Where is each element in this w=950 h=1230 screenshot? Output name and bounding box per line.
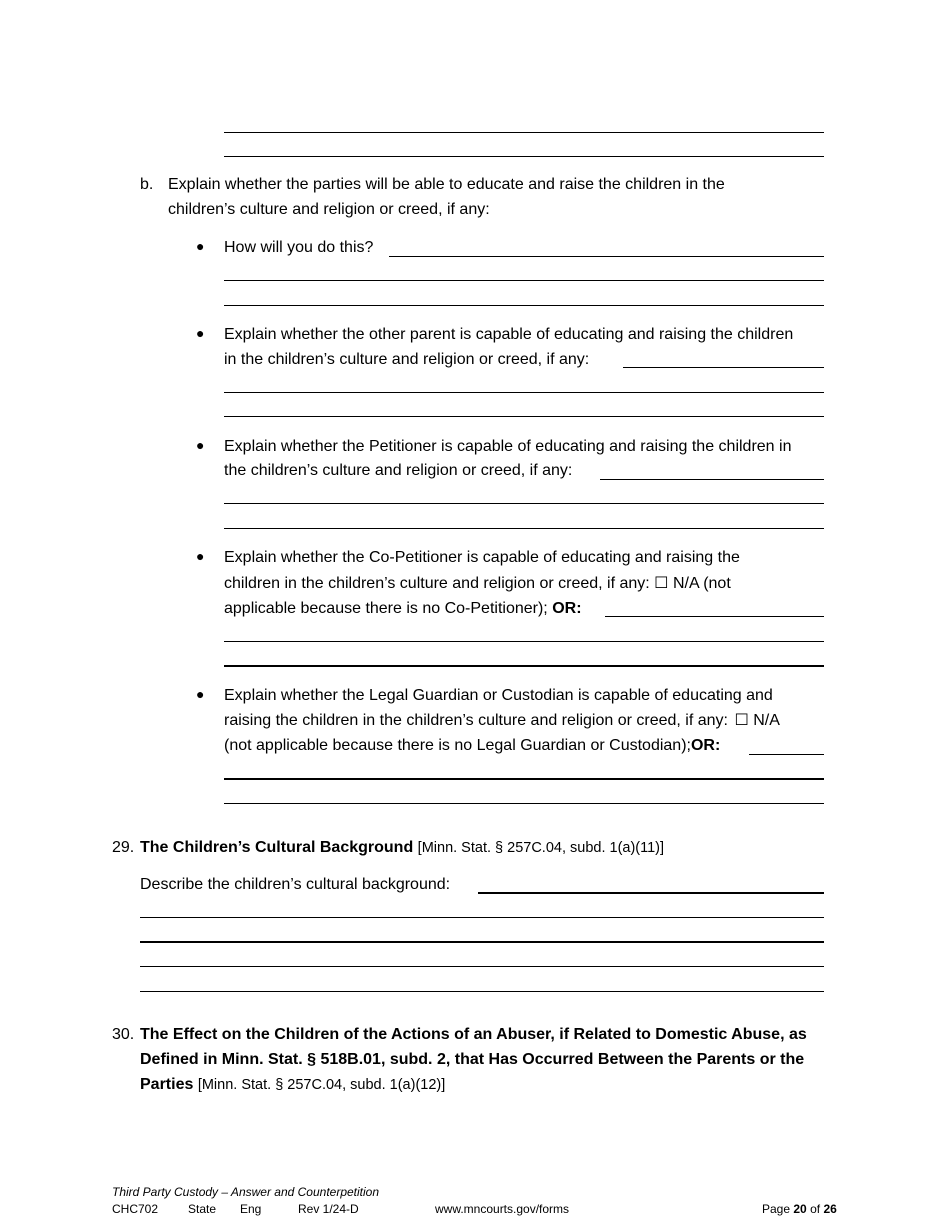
section-title: The Children’s Cultural Background	[140, 839, 414, 856]
bullet-text-part: raising the children in the children’s culture and religion or creed, if any:	[224, 712, 728, 729]
bullet-icon: ●	[196, 548, 205, 564]
answer-line[interactable]	[605, 616, 824, 617]
footer-language: Eng	[240, 1202, 262, 1216]
answer-line[interactable]	[389, 256, 824, 257]
item-b-text: Explain whether the parties will be able to educate and raise the children in the	[168, 176, 725, 193]
page-of: of	[810, 1202, 821, 1216]
footer-website[interactable]: www.mncourts.gov/forms	[435, 1202, 570, 1216]
answer-line[interactable]	[224, 528, 824, 529]
footer-page-number	[762, 1201, 837, 1218]
bullet-text-part: children in the children’s culture and religion or creed, if any:	[224, 575, 650, 592]
section-citation: [Minn. Stat. § 257C.04, subd. 1(a)(12)]	[197, 1077, 446, 1093]
na-label: N/A (not	[672, 575, 731, 592]
answer-line[interactable]	[224, 778, 824, 780]
answer-line[interactable]	[224, 132, 824, 133]
footer-revision: Rev 1/24-D	[298, 1202, 359, 1216]
section-heading	[140, 835, 664, 861]
bullet-text: in the children’s culture and religion or creed, if any:	[224, 351, 590, 368]
bullet-icon: ●	[196, 437, 205, 453]
answer-line[interactable]	[224, 416, 824, 417]
bullet-text-part: (not applicable because there is no Legal Guardian or Custodian);	[224, 737, 691, 754]
answer-line[interactable]	[224, 503, 824, 504]
section-title: Defined in Minn. Stat. § 518B.01, subd. 2, that Has Occurred Between the Parents or the	[140, 1051, 805, 1068]
bullet-text: Explain whether the other parent is capable of educating and raising the children	[224, 326, 794, 343]
answer-line[interactable]	[224, 305, 824, 306]
answer-line[interactable]	[478, 892, 824, 894]
answer-line[interactable]	[224, 392, 824, 393]
na-checkbox[interactable]: ☐	[654, 575, 669, 592]
na-checkbox[interactable]: ☐	[734, 712, 749, 729]
bullet-icon: ●	[196, 238, 205, 254]
answer-line[interactable]	[623, 367, 824, 368]
cultural-background-prompt: Describe the children’s cultural background:	[140, 876, 451, 893]
bullet-text-part: applicable because there is no Co-Petitioner);	[224, 600, 548, 617]
answer-line[interactable]	[600, 479, 824, 480]
answer-line[interactable]	[140, 991, 824, 992]
bullet-text: Explain whether the Legal Guardian or Custodian is capable of educating and	[224, 687, 773, 704]
answer-line[interactable]	[224, 280, 824, 281]
item-b-text: children’s culture and religion or creed, if any:	[168, 201, 490, 218]
bullet-text	[224, 596, 582, 621]
answer-line[interactable]	[140, 966, 824, 967]
section-heading	[140, 1072, 445, 1098]
answer-line[interactable]	[749, 754, 824, 755]
or-label: OR:	[690, 737, 721, 754]
bullet-text: Explain whether the Co-Petitioner is capable of educating and raising the	[224, 549, 740, 566]
bullet-text	[224, 733, 720, 758]
or-label: OR:	[552, 600, 582, 617]
na-label: N/A	[753, 712, 780, 729]
bullet-text	[224, 708, 780, 733]
bullet-text: the children’s culture and religion or creed, if any:	[224, 462, 573, 479]
bullet-text: How will you do this?	[224, 239, 374, 256]
page-current: 20	[793, 1202, 807, 1216]
answer-line[interactable]	[224, 665, 824, 667]
page-total: 26	[823, 1202, 837, 1216]
answer-line[interactable]	[224, 156, 824, 157]
answer-line[interactable]	[140, 917, 824, 918]
section-citation: [Minn. Stat. § 257C.04, subd. 1(a)(11)]	[417, 840, 665, 856]
answer-line[interactable]	[140, 941, 824, 943]
footer-form-code: CHC702	[112, 1202, 159, 1216]
bullet-icon: ●	[196, 325, 205, 341]
footer-jurisdiction: State	[188, 1202, 217, 1216]
section-title: The Effect on the Children of the Actions of an Abuser, if Related to Domestic Abuse, as	[140, 1026, 807, 1043]
footer-form-title: Third Party Custody – Answer and Counterpetition	[112, 1185, 380, 1199]
bullet-icon: ●	[196, 686, 205, 702]
section-title: Parties	[140, 1076, 194, 1093]
section-number: 30.	[112, 1026, 135, 1043]
page-label: Page	[762, 1202, 791, 1216]
bullet-text: Explain whether the Petitioner is capable of educating and raising the children in	[224, 438, 792, 455]
bullet-text	[224, 571, 731, 596]
section-number: 29.	[112, 839, 135, 856]
answer-line[interactable]	[224, 803, 824, 804]
item-b-letter: b.	[140, 176, 154, 193]
answer-line[interactable]	[224, 641, 824, 642]
